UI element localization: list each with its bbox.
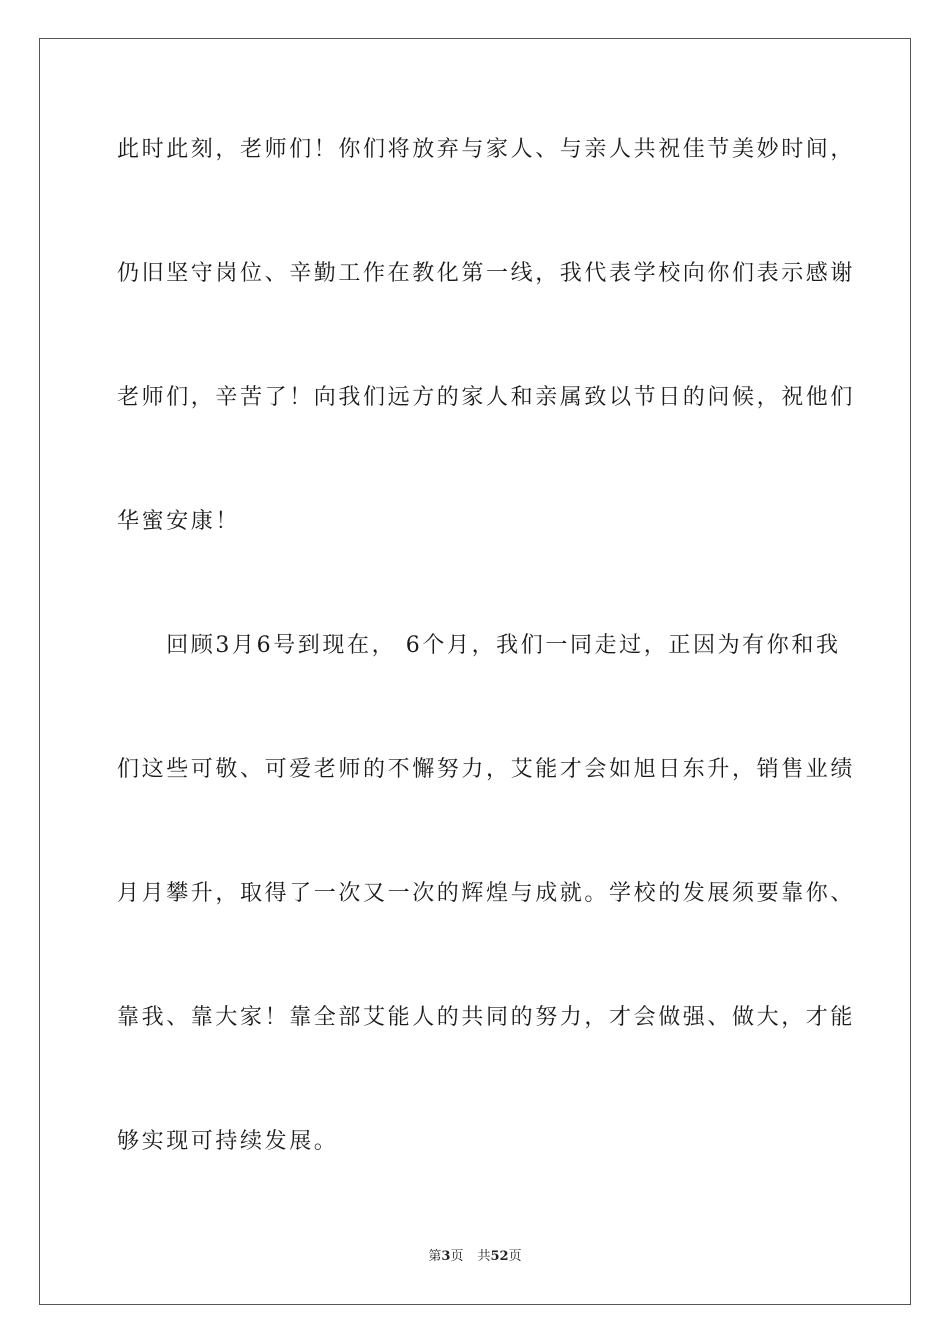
body-line-7: 月月攀升，取得了一次又一次的辉煌与成就。学校的发展须要靠你、 — [117, 881, 856, 906]
footer-page-number: 3 — [441, 1249, 451, 1264]
page-border — [39, 38, 911, 1305]
body-line-9: 够实现可持续发展。 — [117, 1129, 339, 1154]
footer-total-suffix: 页 — [508, 1249, 522, 1264]
page-footer — [0, 1248, 950, 1266]
footer-page-suffix: 页 — [450, 1249, 464, 1264]
body-line-3: 老师们，辛苦了！向我们远方的家人和亲属致以节日的问候，祝他们 — [117, 385, 856, 410]
body-line-5: 回顾3月6号到现在， 6个月，我们一同走过，正因为有你和我 — [117, 633, 841, 658]
body-line-8: 靠我、靠大家！靠全部艾能人的共同的努力，才会做强、做大，才能 — [117, 1005, 856, 1030]
body-line-2: 仍旧坚守岗位、辛勤工作在教化第一线，我代表学校向你们表示感谢 — [117, 261, 856, 286]
footer-page-prefix: 第 — [428, 1249, 442, 1264]
footer-total-pages: 52 — [490, 1249, 509, 1264]
body-line-4: 华蜜安康！ — [117, 509, 241, 534]
body-line-6: 们这些可敬、可爱老师的不懈努力，艾能才会如旭日东升，销售业绩 — [117, 757, 856, 782]
body-line-1: 此时此刻，老师们！你们将放弃与家人、与亲人共祝佳节美妙时间， — [117, 137, 856, 162]
footer-total-prefix: 共 — [477, 1249, 491, 1264]
